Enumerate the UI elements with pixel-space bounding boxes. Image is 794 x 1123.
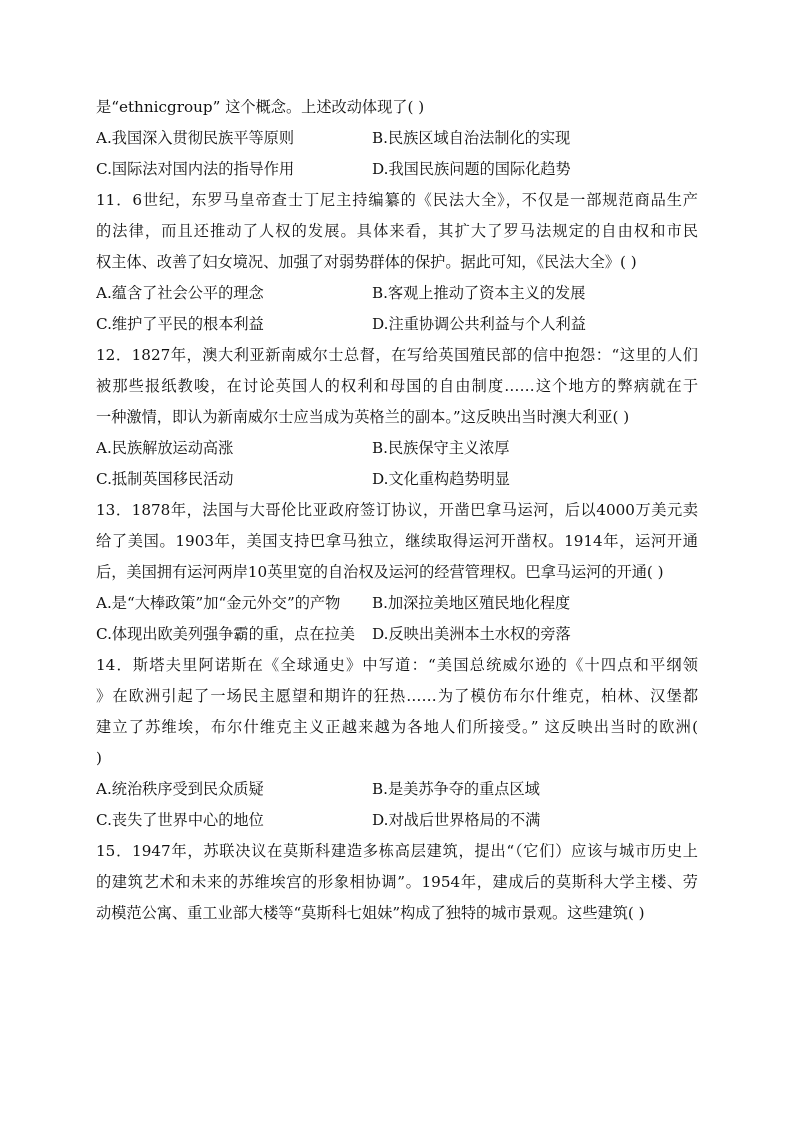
- option-row: [96, 774, 698, 805]
- question-stem-line: 是“ethnicgroup” 这个概念。上述改动体现了( ): [96, 98, 425, 116]
- question-stem-line: 的法律，而且还推动了人权的发展。具体来看，其扩大了罗马法规定的自由权和市民: [96, 222, 698, 240]
- option-b: B.加深拉美地区殖民地化程度: [372, 594, 571, 612]
- question-stem-line: 15．1947年，苏联决议在莫斯科建造多栋高层建筑，提出“（它们）应该与城市历史上: [96, 842, 698, 860]
- question-11: [96, 185, 698, 340]
- question-stem-line: 后，美国拥有运河两岸10英里宽的自治权及运河的经营管理权。巴拿马运河的开通( ): [96, 563, 664, 581]
- option-row: [96, 464, 698, 495]
- option-row: [96, 619, 698, 650]
- question-stem-line: 的建筑艺术和未来的苏维埃宫的形象相协调”。1954年，建成后的莫斯科大学主楼、劳: [96, 873, 698, 891]
- option-b: B.客观上推动了资本主义的发展: [372, 284, 586, 302]
- option-c: C.国际法对国内法的指导作用: [96, 160, 295, 178]
- option-d: D.我国民族问题的国际化趋势: [372, 160, 571, 178]
- option-row: [96, 123, 698, 154]
- option-d: D.文化重构趋势明显: [372, 470, 510, 488]
- question-stem-line: 12．1827年，澳大利亚新南威尔士总督，在写给英国殖民部的信中抱怨：“这里的人们: [96, 346, 698, 364]
- option-row: [96, 805, 698, 836]
- option-c: C.抵制英国移民活动: [96, 470, 234, 488]
- option-c: C.体现出欧美列强争霸的重，点在拉美: [96, 625, 355, 643]
- question-stem-line: ): [96, 749, 102, 767]
- option-row: [96, 278, 698, 309]
- question-10-continued: [96, 92, 698, 185]
- question-15: [96, 836, 698, 929]
- question-stem-line: 14．斯塔夫里阿诺斯在《全球通史》中写道：“美国总统威尔逊的《十四点和平纲领: [96, 656, 698, 674]
- option-d: D.对战后世界格局的不满: [372, 811, 541, 829]
- option-c: C.维护了平民的根本利益: [96, 315, 264, 333]
- option-a: A.我国深入贯彻民族平等原则: [96, 129, 295, 147]
- question-list: [96, 92, 698, 929]
- question-stem-line: 动模范公寓、重工业部大楼等“莫斯科七姐妹”构成了独特的城市景观。这些建筑( ): [96, 904, 645, 922]
- option-row: [96, 433, 698, 464]
- option-b: B.是美苏争夺的重点区域: [372, 780, 540, 798]
- question-14: [96, 650, 698, 836]
- option-a: A.民族解放运动高涨: [96, 439, 234, 457]
- question-stem-line: 一种激情，即认为新南威尔士应当成为英格兰的副本。”这反映出当时澳大利亚( ): [96, 408, 630, 426]
- option-a: A.是“大棒政策”加“金元外交”的产物: [96, 594, 341, 612]
- option-b: B.民族区域自治法制化的实现: [372, 129, 571, 147]
- option-d: D.反映出美洲本土水权的旁落: [372, 625, 571, 643]
- question-12: [96, 340, 698, 495]
- question-stem-line: 给了美国。1903年，美国支持巴拿马独立，继续取得运河开凿权。1914年，运河开通: [96, 532, 698, 550]
- option-a: A.统治秩序受到民众质疑: [96, 780, 264, 798]
- question-stem-line: 13．1878年，法国与大哥伦比亚政府签订协议，开凿巴拿马运河，后以4000万美元卖: [96, 501, 698, 519]
- option-c: C.丧失了世界中心的地位: [96, 811, 264, 829]
- option-d: D.注重协调公共利益与个人利益: [372, 315, 586, 333]
- option-a: A.蕴含了社会公平的理念: [96, 284, 264, 302]
- question-13: [96, 495, 698, 650]
- option-row: [96, 309, 698, 340]
- option-row: [96, 154, 698, 185]
- option-b: B.民族保守主义浓厚: [372, 439, 510, 457]
- option-row: [96, 588, 698, 619]
- question-stem-line: 建立了苏维埃，布尔什维克主义正越来越为各地人们所接受。” 这反映出当时的欧洲(: [96, 718, 698, 736]
- question-stem-line: 》在欧洲引起了一场民主愿望和期许的狂热……为了模仿布尔什维克，柏林、汉堡都: [96, 687, 698, 705]
- question-stem-line: 被那些报纸教唆，在讨论英国人的权利和母国的自由制度……这个地方的弊病就在于: [96, 377, 698, 395]
- question-stem-line: 权主体、改善了妇女境况、加强了对弱势群体的保护。据此可知，《民法大全》( ): [96, 253, 637, 271]
- question-stem-line: 11．6世纪，东罗马皇帝查士丁尼主持编纂的《民法大全》，不仅是一部规范商品生产: [96, 191, 698, 209]
